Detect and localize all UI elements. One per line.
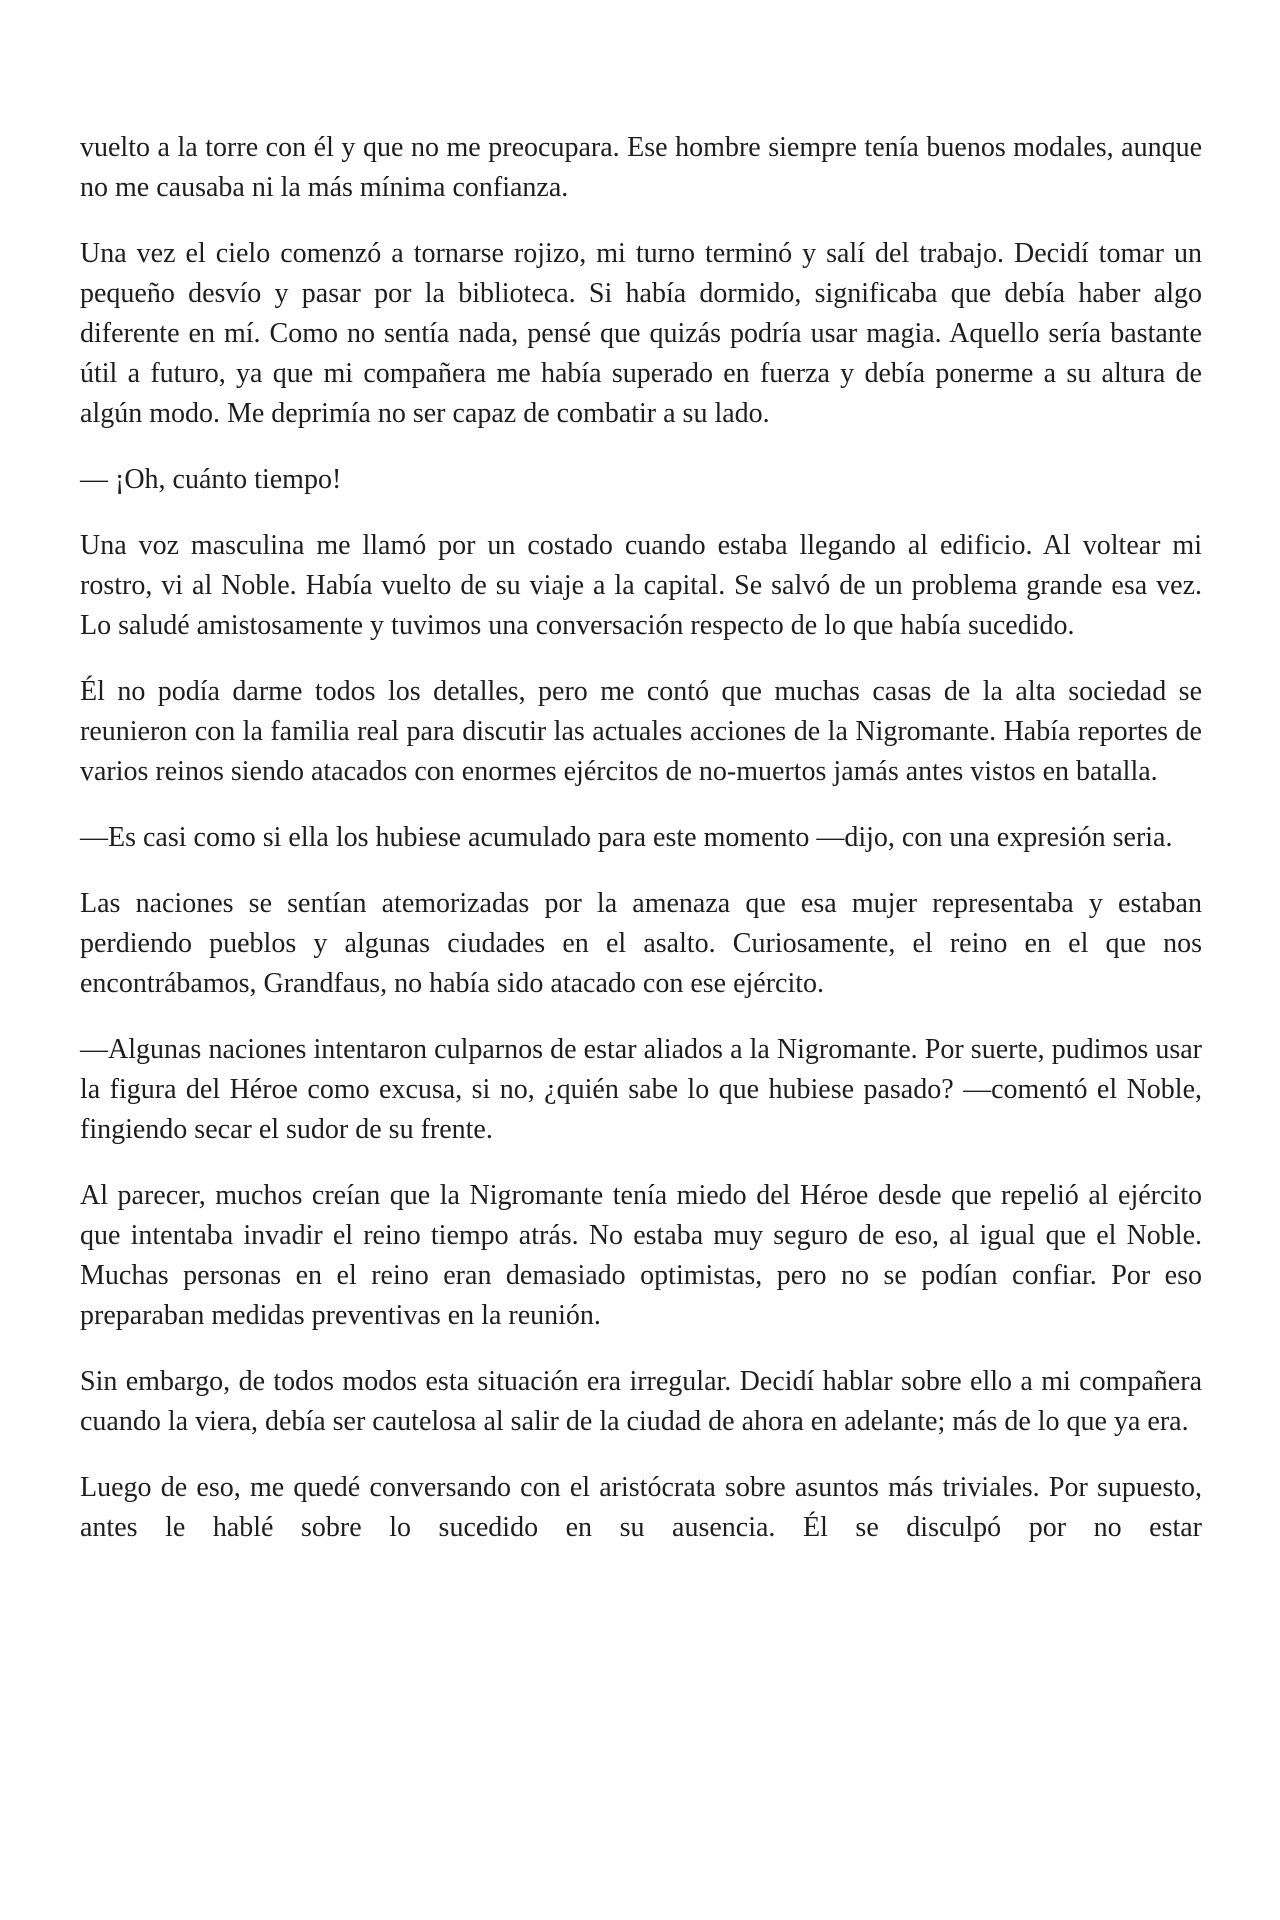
paragraph: Sin embargo, de todos modos esta situación era irregular. Decidí hablar sobre ello a mi compañera cuando la viera, debía ser cautelosa al salir de la ciudad de ahora en adelante; más de lo que ya era. (80, 1366, 1202, 1437)
paragraph: Él no podía darme todos los detalles, pero me contó que muchas casas de la alta sociedad se reunieron con la familia real para discutir las actuales acciones de la Nigromante. Había reportes de varios reinos siendo atacados con enormes ejércitos de no-muertos jamás antes vistos en batalla. (80, 676, 1202, 787)
paragraph: Una vez el cielo comenzó a tornarse rojizo, mi turno terminó y salí del trabajo. Decidí tomar un pequeño desvío y pasar por la biblioteca. Si había dormido, significaba que debía haber algo diferente en mí. Como no sentía nada, pensé que quizás podría usar magia. Aquello sería bastante útil a futuro, ya que mi compañera me había superado en fuerza y debía ponerme a su altura de algún modo. Me deprimía no ser capaz de combatir a su lado. (80, 238, 1202, 429)
paragraph: Una voz masculina me llamó por un costado cuando estaba llegando al edificio. Al voltear mi rostro, vi al Noble. Había vuelto de su viaje a la capital. Se salvó de un problema grande esa vez. Lo saludé amistosamente y tuvimos una conversación respecto de lo que había sucedido. (80, 530, 1202, 641)
paragraph: Al parecer, muchos creían que la Nigromante tenía miedo del Héroe desde que repelió al ejército que intentaba invadir el reino tiempo atrás. No estaba muy seguro de eso, al igual que el Noble. Muchas personas en el reino eran demasiado optimistas, pero no se podían confiar. Por eso preparaban medidas preventivas en la reunión. (80, 1180, 1202, 1331)
dialogue-line: —Algunas naciones intentaron culparnos de estar aliados a la Nigromante. Por suerte, pudimos usar la figura del Héroe como excusa, si no, ¿quién sabe lo que hubiese pasado? —comentó el Noble, fingiendo secar el sudor de su frente. (80, 1034, 1202, 1145)
document-page (80, 128, 1202, 1548)
dialogue-line: — ¡Oh, cuánto tiempo! (80, 464, 342, 495)
paragraph: vuelto a la torre con él y que no me preocupara. Ese hombre siempre tenía buenos modales, aunque no me causaba ni la más mínima confianza. (80, 132, 1202, 203)
dialogue-line: —Es casi como si ella los hubiese acumulado para este momento —dijo, con una expresión seria. (80, 822, 1173, 853)
paragraph: Luego de eso, me quedé conversando con el aristócrata sobre asuntos más triviales. Por supuesto, antes le hablé sobre lo sucedido en su ausencia. Él se disculpó por no estar (80, 1472, 1202, 1543)
paragraph: Las naciones se sentían atemorizadas por la amenaza que esa mujer representaba y estaban perdiendo pueblos y algunas ciudades en el asalto. Curiosamente, el reino en el que nos encontrábamos, Grandfaus, no había sido atacado con ese ejército. (80, 888, 1202, 999)
